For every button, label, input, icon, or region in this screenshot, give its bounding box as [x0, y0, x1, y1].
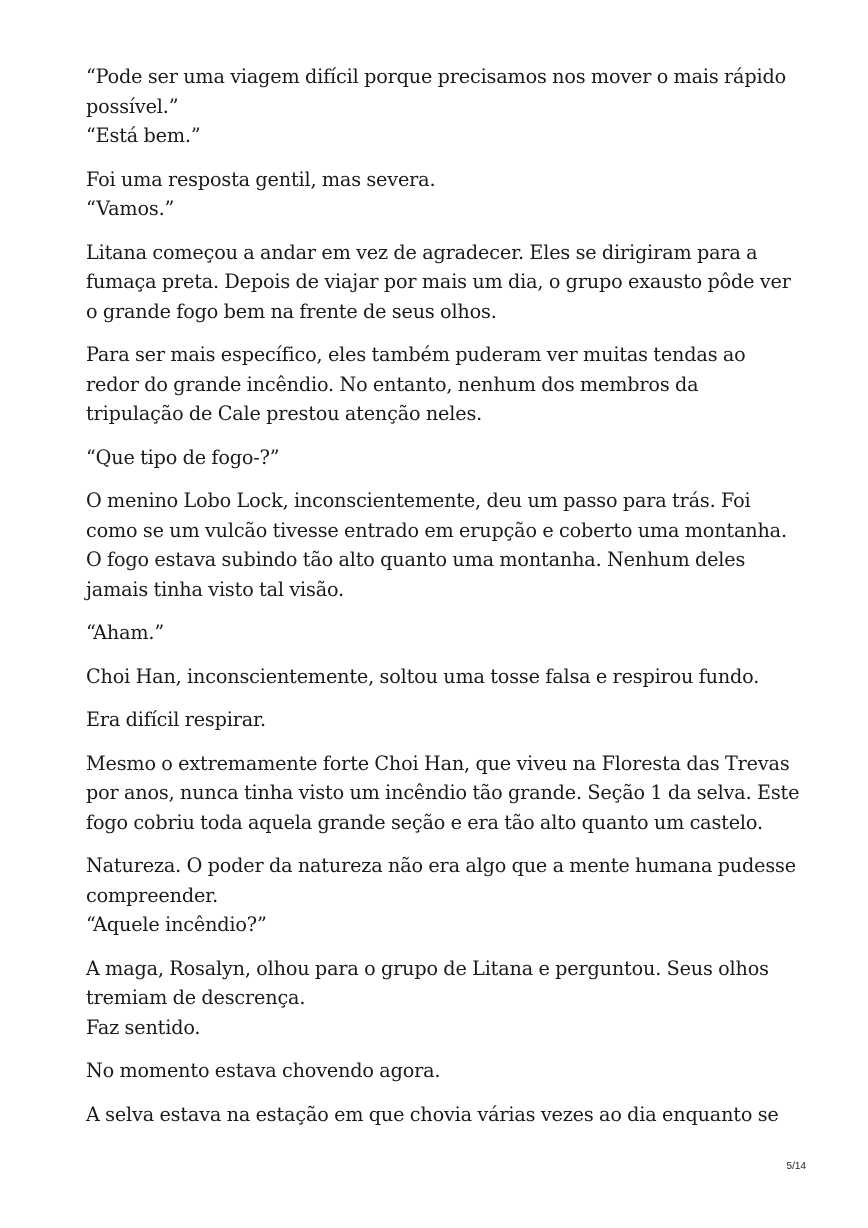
document-page — [86, 62, 800, 1143]
text-line: fogo cobriu toda aquela grande seção e era tão alto quanto um castelo. — [86, 810, 763, 834]
text-line: Para ser mais específico, eles também puderam ver muitas tendas ao — [86, 343, 746, 366]
text-line: “Vamos.” — [86, 197, 175, 220]
paragraph — [86, 443, 786, 473]
paragraph — [86, 486, 786, 604]
text-line: A maga, Rosalyn, olhou para o grupo de Litana e perguntou. Seus olhos — [86, 956, 769, 980]
text-line: Era difícil respirar. — [86, 708, 266, 731]
text-line: A selva estava na estação em que chovia várias vezes ao dia enquanto se — [86, 1102, 779, 1126]
paragraph — [86, 851, 796, 940]
paragraph — [86, 618, 786, 648]
text-line: No momento estava chovendo agora. — [86, 1059, 441, 1082]
text-line: Mesmo o extremamente forte Choi Han, que viveu na Floresta das Trevas — [86, 751, 790, 775]
paragraph — [86, 1056, 786, 1086]
text-line: compreender. — [86, 883, 219, 907]
paragraph — [86, 238, 791, 327]
text-line: O menino Lobo Lock, inconscientemente, deu um passo para trás. Foi — [86, 489, 751, 512]
text-line: Choi Han, inconscientemente, soltou uma tosse falsa e respirou fundo. — [86, 664, 760, 688]
page-number: 5/14 — [786, 1161, 806, 1172]
text-line: O fogo estava subindo tão alto quanto uma montanha. Nenhum deles — [86, 548, 746, 571]
text-line: “Pode ser uma viagem difícil porque precisamos nos mover o mais rápido — [86, 65, 786, 88]
paragraph — [86, 165, 786, 224]
text-line: Litana começou a andar em vez de agradecer. Eles se dirigiram para a — [86, 240, 758, 264]
text-line: jamais tinha visto tal visão. — [86, 577, 345, 601]
text-line: o grande fogo bem na frente de seus olhos. — [86, 299, 497, 323]
text-line: por anos, nunca tinha visto um incêndio tão grande. Seção 1 da selva. Este — [86, 781, 800, 804]
paragraph — [86, 340, 786, 429]
text-line: como se um vulcão tivesse entrado em erupção e coberto uma montanha. — [86, 518, 787, 542]
text-line: “Aham.” — [86, 621, 165, 644]
text-line: redor do grande incêndio. No entanto, nenhum dos membros da — [86, 372, 699, 396]
text-line: Natureza. O poder da natureza não era algo que a mente humana pudesse — [86, 854, 796, 877]
text-line: Foi uma resposta gentil, mas severa. — [86, 167, 436, 191]
text-line: “Aquele incêndio?” — [86, 913, 267, 936]
paragraph — [86, 1100, 786, 1130]
paragraph — [86, 749, 800, 838]
paragraph — [86, 62, 786, 151]
paragraph — [86, 705, 786, 735]
text-line: possível.” — [86, 94, 179, 118]
text-line: Faz sentido. — [86, 1015, 201, 1039]
text-line: fumaça preta. Depois de viajar por mais um dia, o grupo exausto pôde ver — [86, 270, 791, 293]
text-line: “Que tipo de fogo-?” — [86, 445, 280, 469]
text-line: tremiam de descrença. — [86, 986, 306, 1009]
paragraph — [86, 662, 786, 692]
text-line: tripulação de Cale prestou atenção neles. — [86, 402, 483, 425]
text-line: “Está bem.” — [86, 124, 201, 147]
paragraph — [86, 954, 786, 1043]
